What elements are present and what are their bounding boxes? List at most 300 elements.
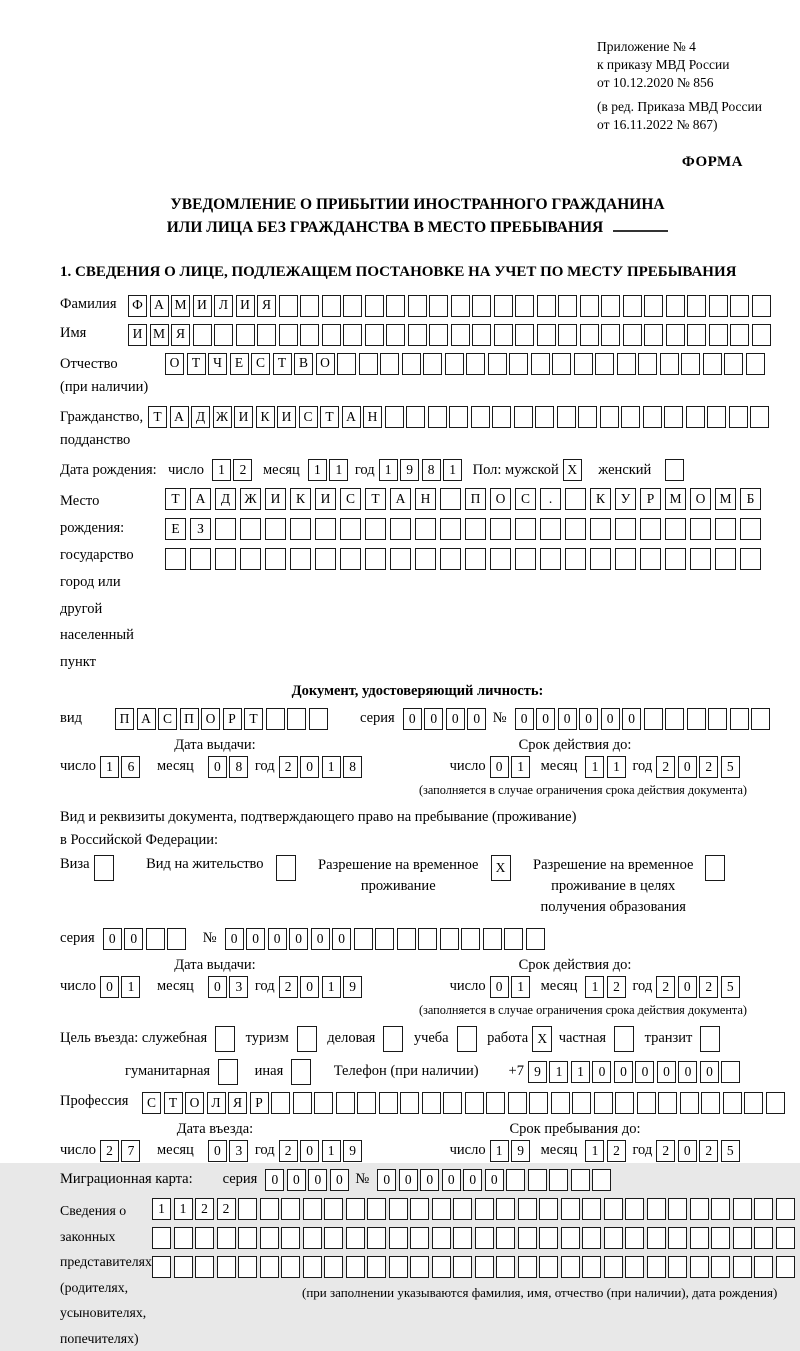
- char-cell[interactable]: [701, 1092, 720, 1114]
- char-cell[interactable]: [215, 518, 236, 540]
- char-cell[interactable]: А: [342, 406, 361, 428]
- char-cell[interactable]: [410, 1227, 429, 1249]
- patronymic-input[interactable]: [165, 353, 767, 375]
- char-cell[interactable]: [324, 1198, 343, 1220]
- char-cell[interactable]: С: [251, 353, 270, 375]
- char-cell[interactable]: [590, 548, 611, 570]
- char-cell[interactable]: И: [265, 488, 286, 510]
- char-cell[interactable]: [300, 295, 319, 317]
- char-cell[interactable]: [365, 295, 384, 317]
- char-cell[interactable]: 9: [343, 976, 362, 998]
- char-cell[interactable]: [518, 1227, 537, 1249]
- char-cell[interactable]: [451, 324, 470, 346]
- char-cell[interactable]: [346, 1256, 365, 1278]
- char-cell[interactable]: А: [170, 406, 189, 428]
- char-cell[interactable]: [218, 1059, 238, 1085]
- char-cell[interactable]: Ж: [213, 406, 232, 428]
- char-cell[interactable]: [644, 324, 663, 346]
- char-cell[interactable]: [776, 1227, 795, 1249]
- char-cell[interactable]: [572, 1092, 591, 1114]
- char-cell[interactable]: [217, 1256, 236, 1278]
- char-cell[interactable]: [146, 928, 165, 950]
- char-cell[interactable]: А: [150, 295, 169, 317]
- char-cell[interactable]: А: [137, 708, 156, 730]
- migration-series-input[interactable]: [265, 1169, 351, 1191]
- char-cell[interactable]: [290, 548, 311, 570]
- char-cell[interactable]: [152, 1256, 171, 1278]
- char-cell[interactable]: 2: [699, 976, 718, 998]
- char-cell[interactable]: 1: [322, 1140, 341, 1162]
- char-cell[interactable]: [174, 1227, 193, 1249]
- char-cell[interactable]: [260, 1227, 279, 1249]
- char-cell[interactable]: 0: [601, 708, 620, 730]
- temp-residence-checkbox[interactable]: [491, 855, 514, 881]
- doc-issue-day-input[interactable]: [100, 756, 143, 778]
- visa-checkbox[interactable]: [94, 855, 117, 881]
- char-cell[interactable]: 0: [592, 1061, 611, 1083]
- char-cell[interactable]: 1: [585, 976, 604, 998]
- char-cell[interactable]: Т: [244, 708, 263, 730]
- char-cell[interactable]: 0: [103, 928, 122, 950]
- char-cell[interactable]: [515, 324, 534, 346]
- char-cell[interactable]: 1: [490, 1140, 509, 1162]
- char-cell[interactable]: [346, 1227, 365, 1249]
- char-cell[interactable]: [265, 548, 286, 570]
- char-cell[interactable]: [730, 708, 749, 730]
- char-cell[interactable]: [190, 548, 211, 570]
- char-cell[interactable]: Я: [257, 295, 276, 317]
- char-cell[interactable]: [615, 518, 636, 540]
- char-cell[interactable]: 0: [678, 976, 697, 998]
- char-cell[interactable]: [637, 1092, 656, 1114]
- name-input[interactable]: [128, 324, 773, 346]
- char-cell[interactable]: [615, 1092, 634, 1114]
- char-cell[interactable]: [617, 353, 636, 375]
- char-cell[interactable]: [492, 406, 511, 428]
- char-cell[interactable]: [604, 1256, 623, 1278]
- char-cell[interactable]: 1: [212, 459, 231, 481]
- char-cell[interactable]: [730, 295, 749, 317]
- char-cell[interactable]: 2: [233, 459, 252, 481]
- char-cell[interactable]: [666, 324, 685, 346]
- char-cell[interactable]: [453, 1227, 472, 1249]
- char-cell[interactable]: Ф: [128, 295, 147, 317]
- permit-number-input[interactable]: [225, 928, 548, 950]
- char-cell[interactable]: Е: [165, 518, 186, 540]
- char-cell[interactable]: 0: [399, 1169, 418, 1191]
- char-cell[interactable]: [238, 1198, 257, 1220]
- char-cell[interactable]: [604, 1198, 623, 1220]
- char-cell[interactable]: [644, 295, 663, 317]
- char-cell[interactable]: [236, 324, 255, 346]
- char-cell[interactable]: [428, 406, 447, 428]
- char-cell[interactable]: К: [256, 406, 275, 428]
- char-cell[interactable]: 2: [217, 1198, 236, 1220]
- char-cell[interactable]: [515, 548, 536, 570]
- char-cell[interactable]: 2: [195, 1198, 214, 1220]
- char-cell[interactable]: [537, 324, 556, 346]
- char-cell[interactable]: [640, 548, 661, 570]
- char-cell[interactable]: [174, 1256, 193, 1278]
- representatives-row2-input[interactable]: [152, 1227, 797, 1249]
- char-cell[interactable]: [687, 324, 706, 346]
- char-cell[interactable]: 0: [311, 928, 330, 950]
- char-cell[interactable]: [465, 1092, 484, 1114]
- migration-number-input[interactable]: [377, 1169, 614, 1191]
- char-cell[interactable]: 1: [571, 1061, 590, 1083]
- char-cell[interactable]: И: [277, 406, 296, 428]
- birth-day-input[interactable]: [212, 459, 255, 481]
- char-cell[interactable]: Т: [148, 406, 167, 428]
- char-cell[interactable]: [729, 406, 748, 428]
- char-cell[interactable]: 0: [536, 708, 555, 730]
- char-cell[interactable]: [415, 548, 436, 570]
- char-cell[interactable]: 1: [121, 976, 140, 998]
- char-cell[interactable]: 1: [322, 976, 341, 998]
- doc-series-input[interactable]: [403, 708, 489, 730]
- char-cell[interactable]: [600, 406, 619, 428]
- char-cell[interactable]: [549, 1169, 568, 1191]
- char-cell[interactable]: [518, 1198, 537, 1220]
- char-cell[interactable]: [594, 1092, 613, 1114]
- char-cell[interactable]: [740, 548, 761, 570]
- char-cell[interactable]: [337, 353, 356, 375]
- char-cell[interactable]: 0: [300, 756, 319, 778]
- char-cell[interactable]: [776, 1256, 795, 1278]
- entry-month-input[interactable]: [208, 1140, 251, 1162]
- char-cell[interactable]: [303, 1256, 322, 1278]
- char-cell[interactable]: [238, 1256, 257, 1278]
- char-cell[interactable]: 0: [442, 1169, 461, 1191]
- char-cell[interactable]: Н: [415, 488, 436, 510]
- char-cell[interactable]: [751, 708, 770, 730]
- char-cell[interactable]: [705, 855, 725, 881]
- char-cell[interactable]: [754, 1256, 773, 1278]
- char-cell[interactable]: 2: [607, 1140, 626, 1162]
- char-cell[interactable]: Д: [215, 488, 236, 510]
- char-cell[interactable]: А: [190, 488, 211, 510]
- char-cell[interactable]: [582, 1227, 601, 1249]
- char-cell[interactable]: [750, 406, 769, 428]
- char-cell[interactable]: [647, 1198, 666, 1220]
- char-cell[interactable]: [281, 1198, 300, 1220]
- char-cell[interactable]: [279, 295, 298, 317]
- char-cell[interactable]: [354, 928, 373, 950]
- char-cell[interactable]: М: [171, 295, 190, 317]
- char-cell[interactable]: [708, 708, 727, 730]
- char-cell[interactable]: О: [185, 1092, 204, 1114]
- char-cell[interactable]: [625, 1198, 644, 1220]
- char-cell[interactable]: [293, 1092, 312, 1114]
- char-cell[interactable]: 9: [400, 459, 419, 481]
- char-cell[interactable]: Т: [273, 353, 292, 375]
- char-cell[interactable]: [397, 928, 416, 950]
- profession-input[interactable]: [142, 1092, 787, 1114]
- permit-issue-day-input[interactable]: [100, 976, 143, 998]
- birthplace-row2-input[interactable]: [165, 518, 765, 540]
- char-cell[interactable]: 9: [528, 1061, 547, 1083]
- char-cell[interactable]: [518, 1256, 537, 1278]
- char-cell[interactable]: 1: [379, 459, 398, 481]
- char-cell[interactable]: 3: [229, 976, 248, 998]
- char-cell[interactable]: [565, 548, 586, 570]
- char-cell[interactable]: 0: [287, 1169, 306, 1191]
- char-cell[interactable]: [408, 324, 427, 346]
- char-cell[interactable]: [429, 295, 448, 317]
- char-cell[interactable]: [592, 1169, 611, 1191]
- birth-year-input[interactable]: [379, 459, 465, 481]
- char-cell[interactable]: [336, 1092, 355, 1114]
- char-cell[interactable]: [561, 1256, 580, 1278]
- char-cell[interactable]: 1: [152, 1198, 171, 1220]
- char-cell[interactable]: [167, 928, 186, 950]
- char-cell[interactable]: [380, 353, 399, 375]
- stay-day-input[interactable]: [490, 1140, 533, 1162]
- doc-issue-year-input[interactable]: [279, 756, 365, 778]
- sex-male-checkbox[interactable]: [563, 459, 585, 481]
- char-cell[interactable]: [257, 324, 276, 346]
- char-cell[interactable]: [709, 295, 728, 317]
- char-cell[interactable]: [514, 406, 533, 428]
- birthplace-row1-input[interactable]: [165, 488, 765, 510]
- char-cell[interactable]: [389, 1256, 408, 1278]
- char-cell[interactable]: [260, 1256, 279, 1278]
- char-cell[interactable]: 0: [265, 1169, 284, 1191]
- char-cell[interactable]: 0: [208, 976, 227, 998]
- char-cell[interactable]: [322, 324, 341, 346]
- char-cell[interactable]: [385, 406, 404, 428]
- char-cell[interactable]: 6: [121, 756, 140, 778]
- char-cell[interactable]: [290, 518, 311, 540]
- char-cell[interactable]: 0: [208, 1140, 227, 1162]
- char-cell[interactable]: [715, 548, 736, 570]
- char-cell[interactable]: [509, 353, 528, 375]
- char-cell[interactable]: [665, 548, 686, 570]
- char-cell[interactable]: 2: [699, 1140, 718, 1162]
- purpose-transit-checkbox[interactable]: [700, 1026, 723, 1052]
- char-cell[interactable]: [496, 1198, 515, 1220]
- char-cell[interactable]: [490, 518, 511, 540]
- char-cell[interactable]: [690, 1198, 709, 1220]
- char-cell[interactable]: [625, 1227, 644, 1249]
- char-cell[interactable]: [754, 1227, 773, 1249]
- char-cell[interactable]: [152, 1227, 171, 1249]
- char-cell[interactable]: [561, 1198, 580, 1220]
- purpose-private-checkbox[interactable]: [614, 1026, 637, 1052]
- char-cell[interactable]: [422, 1092, 441, 1114]
- char-cell[interactable]: [357, 1092, 376, 1114]
- char-cell[interactable]: [367, 1256, 386, 1278]
- char-cell[interactable]: 5: [721, 756, 740, 778]
- char-cell[interactable]: [466, 353, 485, 375]
- purpose-tourism-checkbox[interactable]: [297, 1026, 320, 1052]
- char-cell[interactable]: [271, 1092, 290, 1114]
- char-cell[interactable]: [687, 295, 706, 317]
- char-cell[interactable]: [623, 324, 642, 346]
- char-cell[interactable]: В: [294, 353, 313, 375]
- char-cell[interactable]: У: [615, 488, 636, 510]
- char-cell[interactable]: [375, 928, 394, 950]
- char-cell[interactable]: [279, 324, 298, 346]
- char-cell[interactable]: 0: [246, 928, 265, 950]
- char-cell[interactable]: [314, 1092, 333, 1114]
- char-cell[interactable]: 0: [467, 708, 486, 730]
- char-cell[interactable]: [483, 928, 502, 950]
- char-cell[interactable]: 0: [300, 1140, 319, 1162]
- char-cell[interactable]: 0: [308, 1169, 327, 1191]
- char-cell[interactable]: Д: [191, 406, 210, 428]
- char-cell[interactable]: [515, 295, 534, 317]
- char-cell[interactable]: 2: [279, 1140, 298, 1162]
- char-cell[interactable]: 2: [656, 756, 675, 778]
- char-cell[interactable]: 8: [422, 459, 441, 481]
- char-cell[interactable]: М: [150, 324, 169, 346]
- char-cell[interactable]: 0: [225, 928, 244, 950]
- purpose-study-checkbox[interactable]: [457, 1026, 480, 1052]
- char-cell[interactable]: [601, 324, 620, 346]
- char-cell[interactable]: С: [142, 1092, 161, 1114]
- entry-year-input[interactable]: [279, 1140, 365, 1162]
- doc-number-input[interactable]: [515, 708, 773, 730]
- char-cell[interactable]: [647, 1256, 666, 1278]
- purpose-business-checkbox[interactable]: [383, 1026, 406, 1052]
- char-cell[interactable]: 0: [208, 756, 227, 778]
- char-cell[interactable]: [752, 295, 771, 317]
- char-cell[interactable]: [721, 1061, 740, 1083]
- char-cell[interactable]: 0: [332, 928, 351, 950]
- char-cell[interactable]: [260, 1198, 279, 1220]
- char-cell[interactable]: 0: [614, 1061, 633, 1083]
- birthplace-row3-input[interactable]: [165, 548, 765, 570]
- char-cell[interactable]: 0: [579, 708, 598, 730]
- char-cell[interactable]: [690, 548, 711, 570]
- char-cell[interactable]: [343, 295, 362, 317]
- char-cell[interactable]: [665, 708, 684, 730]
- char-cell[interactable]: [488, 353, 507, 375]
- doc-valid-day-input[interactable]: [490, 756, 533, 778]
- char-cell[interactable]: 1: [585, 756, 604, 778]
- char-cell[interactable]: [537, 295, 556, 317]
- char-cell[interactable]: И: [236, 295, 255, 317]
- char-cell[interactable]: [535, 406, 554, 428]
- char-cell[interactable]: К: [290, 488, 311, 510]
- char-cell[interactable]: 2: [279, 976, 298, 998]
- char-cell[interactable]: [303, 1227, 322, 1249]
- char-cell[interactable]: 0: [420, 1169, 439, 1191]
- char-cell[interactable]: [410, 1256, 429, 1278]
- char-cell[interactable]: И: [128, 324, 147, 346]
- char-cell[interactable]: [322, 295, 341, 317]
- char-cell[interactable]: 0: [463, 1169, 482, 1191]
- char-cell[interactable]: [475, 1256, 494, 1278]
- char-cell[interactable]: [449, 406, 468, 428]
- char-cell[interactable]: [615, 548, 636, 570]
- representatives-row1-input[interactable]: [152, 1198, 797, 1220]
- char-cell[interactable]: [445, 353, 464, 375]
- char-cell[interactable]: [440, 488, 461, 510]
- char-cell[interactable]: [297, 1026, 317, 1052]
- char-cell[interactable]: 3: [229, 1140, 248, 1162]
- char-cell[interactable]: X: [491, 855, 511, 881]
- char-cell[interactable]: [647, 1227, 666, 1249]
- char-cell[interactable]: [707, 406, 726, 428]
- char-cell[interactable]: [240, 518, 261, 540]
- char-cell[interactable]: [340, 548, 361, 570]
- char-cell[interactable]: [551, 1092, 570, 1114]
- char-cell[interactable]: 8: [343, 756, 362, 778]
- char-cell[interactable]: [528, 1169, 547, 1191]
- char-cell[interactable]: И: [234, 406, 253, 428]
- doc-type-input[interactable]: [115, 708, 330, 730]
- residence-permit-checkbox[interactable]: [276, 855, 299, 881]
- char-cell[interactable]: [389, 1198, 408, 1220]
- char-cell[interactable]: 5: [721, 976, 740, 998]
- char-cell[interactable]: [291, 1059, 311, 1085]
- char-cell[interactable]: [625, 1256, 644, 1278]
- char-cell[interactable]: О: [165, 353, 184, 375]
- char-cell[interactable]: П: [115, 708, 134, 730]
- char-cell[interactable]: [711, 1256, 730, 1278]
- char-cell[interactable]: [561, 1227, 580, 1249]
- entry-day-input[interactable]: [100, 1140, 143, 1162]
- char-cell[interactable]: Л: [214, 295, 233, 317]
- char-cell[interactable]: [690, 518, 711, 540]
- char-cell[interactable]: 0: [700, 1061, 719, 1083]
- char-cell[interactable]: [309, 708, 328, 730]
- char-cell[interactable]: [303, 1198, 322, 1220]
- purpose-humanitarian-checkbox[interactable]: [218, 1059, 241, 1085]
- char-cell[interactable]: З: [190, 518, 211, 540]
- char-cell[interactable]: [240, 548, 261, 570]
- char-cell[interactable]: 1: [585, 1140, 604, 1162]
- char-cell[interactable]: [571, 1169, 590, 1191]
- char-cell[interactable]: [215, 548, 236, 570]
- char-cell[interactable]: [432, 1198, 451, 1220]
- temp-residence-edu-checkbox[interactable]: [705, 855, 728, 881]
- char-cell[interactable]: [281, 1256, 300, 1278]
- char-cell[interactable]: С: [340, 488, 361, 510]
- char-cell[interactable]: 0: [403, 708, 422, 730]
- char-cell[interactable]: [471, 406, 490, 428]
- char-cell[interactable]: [730, 324, 749, 346]
- char-cell[interactable]: [733, 1227, 752, 1249]
- char-cell[interactable]: [400, 1092, 419, 1114]
- char-cell[interactable]: [266, 708, 285, 730]
- char-cell[interactable]: 8: [229, 756, 248, 778]
- char-cell[interactable]: [281, 1227, 300, 1249]
- char-cell[interactable]: [665, 518, 686, 540]
- char-cell[interactable]: [680, 1092, 699, 1114]
- char-cell[interactable]: [531, 353, 550, 375]
- doc-issue-month-input[interactable]: [208, 756, 251, 778]
- char-cell[interactable]: [165, 548, 186, 570]
- char-cell[interactable]: [383, 1026, 403, 1052]
- char-cell[interactable]: [746, 353, 765, 375]
- char-cell[interactable]: 1: [549, 1061, 568, 1083]
- char-cell[interactable]: 0: [268, 928, 287, 950]
- char-cell[interactable]: [367, 1227, 386, 1249]
- char-cell[interactable]: [687, 708, 706, 730]
- char-cell[interactable]: [418, 928, 437, 950]
- char-cell[interactable]: О: [690, 488, 711, 510]
- char-cell[interactable]: 9: [343, 1140, 362, 1162]
- char-cell[interactable]: [217, 1227, 236, 1249]
- char-cell[interactable]: [644, 708, 663, 730]
- char-cell[interactable]: [740, 518, 761, 540]
- char-cell[interactable]: 0: [558, 708, 577, 730]
- char-cell[interactable]: [715, 518, 736, 540]
- char-cell[interactable]: С: [515, 488, 536, 510]
